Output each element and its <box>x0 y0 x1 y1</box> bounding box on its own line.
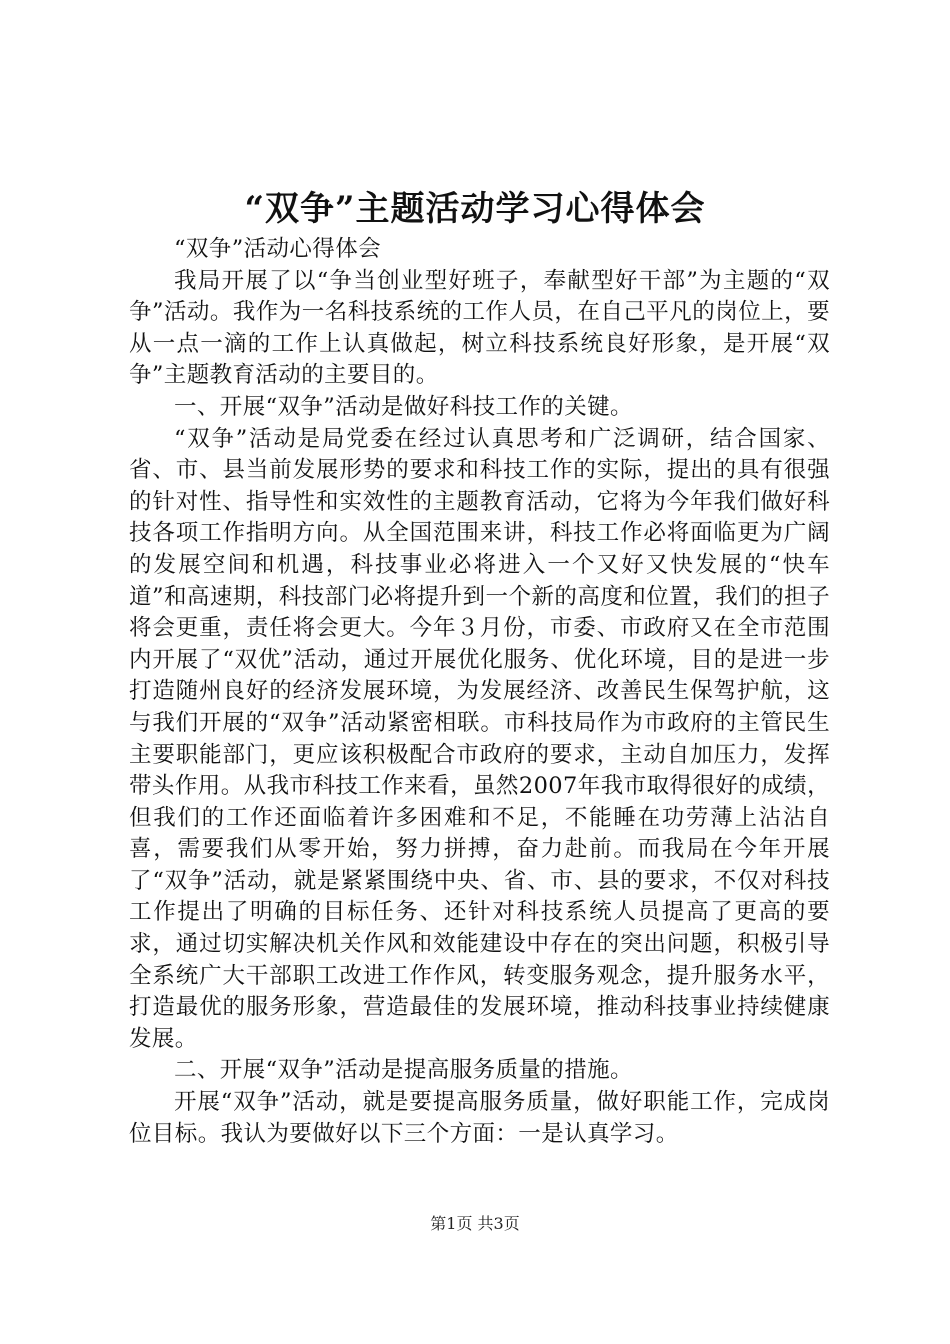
paragraph-section-1: “双争”活动是局党委在经过认真思考和广泛调研，结合国家、省、市、县当前发展形势的要求和科技工作的实际，提出的具有很强的针对性、指导性和实效性的主题教育活动，它将为今年我们做好科技各项工作指明方向。从全国范围来讲，科技工作必将面临更为广阔的发展空间和机遇，科技事业必将进入一个又好又快发展的“快车道”和高速期，科技部门必将提升到一个新的高度和位置，我们的担子将会更重，责任将会更大。今年３月份，市委、市政府又在全市范围内开展了“双优”活动，通过开展优化服务、优化环境，目的是进一步打造随州良好的经济发展环境，为发展经济、改善民生保驾护航，这与我们开展的“双争”活动紧密相联。市科技局作为市政府的主管民生主要职能部门，更应该积极配合市政府的要求，主动自加压力，发挥带头作用。从我市科技工作来看，虽然2007年我市取得很好的成绩，但我们的工作还面临着许多困难和不足，不能睡在功劳薄上沾沾自喜，需要我们从零开始，努力拼搏，奋力赴前。而我局在今年开展了“双争”活动，就是紧紧围绕中央、省、市、县的要求，不仅对科技工作提出了明确的目标任务、还针对科技系统人员提高了更高的要求，通过切实解决机关作风和效能建设中存在的突出问题，积极引导全系统广大干部职工改进工作作风，转变服务观念，提升服务水平，打造最优的服务形象，营造最佳的发展环境，推动科技事业持续健康发展。 <box>129 425 830 1052</box>
page-footer: 第1页 共3页 <box>430 1214 520 1233</box>
paragraph-intro: 我局开展了以“争当创业型好班子，奉献型好干部”为主题的“双争”活动。我作为一名科技系统的工作人员，在自己平凡的岗位上，要从一点一滴的工作上认真做起，树立科技系统良好形象，是开展“双争”主题教育活动的主要目的。 <box>129 267 830 389</box>
document-body <box>129 234 830 1150</box>
section-heading-2: 二、开展“双争”活动是提高服务质量的措施。 <box>174 1057 633 1084</box>
paragraph-subtitle: “双争”活动心得体会 <box>174 236 382 262</box>
document-title: “双争”主题活动学习心得体会 <box>244 189 706 229</box>
paragraph-section-2: 开展“双争”活动，就是要提高服务质量，做好职能工作，完成岗位目标。我认为要做好以下三个方面：一是认真学习。 <box>129 1089 830 1147</box>
section-heading-1: 一、开展“双争”活动是做好科技工作的关键。 <box>174 393 633 420</box>
